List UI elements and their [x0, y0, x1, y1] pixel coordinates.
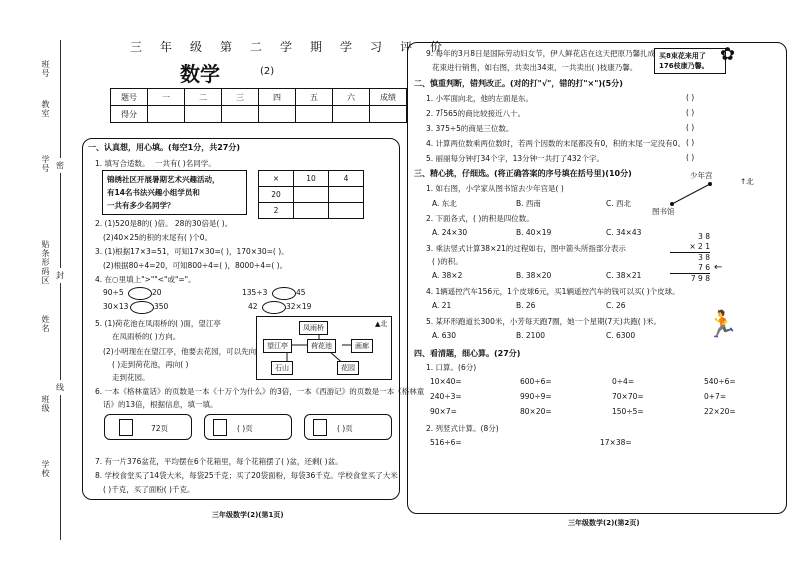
map-node-garden: 花园: [337, 361, 359, 375]
book-pages-2[interactable]: ( )页: [237, 424, 253, 433]
flower-bouquet-icon: ✿: [720, 44, 736, 65]
score-input[interactable]: [296, 106, 333, 123]
oral-item[interactable]: 240÷3=: [430, 392, 462, 401]
score-cell: 二: [185, 89, 222, 106]
oral-item[interactable]: 10×40=: [430, 377, 462, 386]
q4: 4. 在○里填上">""<"或"="。: [95, 275, 196, 284]
map-node-gallery: 画廊: [351, 339, 373, 353]
score-input[interactable]: [222, 106, 259, 123]
oral-item[interactable]: 540÷6=: [704, 377, 736, 386]
q6a: 6. 一本《格林童话》的页数是一本《十万个为什么》的3倍，一本《西游记》的页数是一本《格林童: [95, 387, 425, 396]
choice-1-b[interactable]: B. 西南: [516, 199, 541, 208]
map-node-wangjiang-pavilion: 望江亭: [263, 339, 292, 353]
score-cell: 四: [259, 89, 296, 106]
q5c: (2)小明现在在望江亭，他要去花园，可以先向: [103, 347, 257, 356]
compare-circle[interactable]: [262, 301, 286, 314]
choice-5: 5. 某环形跑道长300米，小芳每天跑7圈，她一个星期(7天)共跑( )米。: [426, 317, 661, 326]
q2b: (2)40×25的积的末尾有( )个0。: [103, 233, 213, 242]
choice-2-a[interactable]: A. 24×30: [432, 228, 468, 237]
north-label: 北: [380, 320, 388, 328]
tag-line: 买8束花来用了: [659, 52, 706, 60]
q1-count: 一共有( )名同学。: [155, 159, 216, 168]
score-cell: 题号: [111, 89, 148, 106]
book-card-1: [104, 414, 192, 440]
map-youth-palace: 少年宫: [690, 171, 713, 180]
compare-left-2: 135÷3: [242, 288, 268, 297]
score-input[interactable]: [259, 106, 296, 123]
q8a: 8. 学校食堂买了14袋大米，每袋25千克；买了20袋面粉，每袋36千克。学校食堂买了大米: [95, 471, 398, 480]
choice-3-c[interactable]: C. 38×21: [606, 271, 642, 280]
book-pages-3[interactable]: ( )页: [337, 424, 353, 433]
choice-2-b[interactable]: B. 40×19: [516, 228, 552, 237]
score-cell: 一: [148, 89, 185, 106]
choice-5-a[interactable]: A. 630: [432, 331, 457, 340]
calc-line: 7 9 8: [690, 274, 710, 283]
grid-answer[interactable]: [294, 203, 329, 219]
section-3-title: 三、精心挑，仔细选。(将正确答案的序号填在括号里)(10分): [414, 169, 632, 178]
book-icon: [119, 419, 133, 436]
choice-3a: 3. 乘法竖式计算38×21的过程如右，图中箭头所指部分表示: [426, 244, 626, 253]
note-line: 一共有多少名同学？: [107, 201, 175, 210]
score-cell: 五: [296, 89, 333, 106]
oral-item[interactable]: 600÷6=: [520, 377, 552, 386]
section-2-title: 二、慎重判断，错判改正。(对的打"√"，错的打"×")(5分): [414, 79, 623, 88]
binding-label-room: 教室: [41, 100, 50, 118]
score-input[interactable]: [148, 106, 185, 123]
calc-line: × 2 1: [670, 242, 710, 253]
grid-cell: 20: [259, 187, 294, 203]
q5b: 在凤雨桥的( )方向。: [112, 332, 181, 341]
section-4-title: 四、看清题，细心算。(27分): [414, 349, 521, 358]
calc-line: 7 6: [670, 263, 710, 274]
compare-right-4: 32×19: [286, 302, 312, 311]
cut-mark-1: 密: [56, 158, 64, 173]
subject-title: 数学: [180, 62, 220, 86]
book-pages-1: 72页: [151, 424, 169, 433]
q5d: ( )走到荷花池，再向( ): [112, 360, 189, 369]
page-footer-2: 三年级数学(2)(第2页): [568, 519, 640, 527]
q5a: 5. (1)荷花池在凤雨桥的( )面，望江亭: [95, 319, 221, 328]
north-arrow-icon: ▲北: [375, 320, 388, 328]
binding-label-class-no: 班号: [41, 60, 50, 78]
q3a: 3. (1)根据17×3=51，可知17×30=( )，170×30=( )。: [95, 247, 289, 256]
map-library: 图书馆: [652, 207, 675, 216]
score-cell: 六: [333, 89, 370, 106]
choice-4-a[interactable]: A. 21: [432, 301, 452, 310]
compare-left-3: 30×13: [103, 302, 129, 311]
judge-3: 3. 375÷5的商是三位数。: [426, 124, 514, 133]
book-card-2: [204, 414, 292, 440]
grid-answer[interactable]: [329, 187, 364, 203]
section-1-title: 一、认真想，用心填。(每空1分，共27分): [88, 143, 241, 152]
compare-left-1: 90÷5: [103, 288, 124, 297]
compare-right-1: 20: [152, 288, 162, 297]
grid-answer[interactable]: [329, 203, 364, 219]
choice-2-c[interactable]: C. 34×43: [606, 228, 642, 237]
grid-cell: 10: [294, 171, 329, 187]
cut-mark-3: 线: [56, 380, 64, 395]
activity-note: [102, 170, 247, 215]
score-table: [110, 88, 407, 123]
compare-circle[interactable]: [128, 287, 152, 300]
judge-answer-5[interactable]: ( ): [686, 153, 695, 162]
map-node-lotus-pond: 荷花池: [307, 339, 336, 353]
q5e: 走到花园。: [112, 373, 150, 382]
vertical-calc-title: 2. 列竖式计算。(8分): [426, 424, 499, 433]
map-node-fengyu-bridge: 凤雨桥: [299, 321, 328, 335]
q7: 7. 有一片376盆花，平均摆在6个花箱里，每个花箱摆了( )盆，还剩( )盆。: [95, 457, 343, 466]
oral-item[interactable]: 70×70=: [612, 392, 644, 401]
q3b: (2)根据80÷4=20，可知800÷4=( )，8000÷4=( )。: [103, 261, 288, 270]
choice-5-c[interactable]: C. 6300: [606, 331, 636, 340]
book-card-3: [304, 414, 392, 440]
compare-circle[interactable]: [272, 287, 296, 300]
judge-5: 5. 丽丽每分钟打34个字，13分钟一共打了432个字。: [426, 154, 604, 163]
arrow-left-icon: ←: [714, 262, 723, 273]
q2a: 2. (1)520是8的( )倍。 28的30倍是( )。: [95, 219, 233, 228]
judge-answer-3[interactable]: ( ): [686, 123, 695, 132]
compare-left-4: 42: [248, 302, 258, 311]
compare-right-3: 350: [154, 302, 169, 311]
book-icon: [213, 419, 227, 436]
oral-title: 1. 口算。(6分): [426, 363, 477, 372]
oral-item[interactable]: 0+7=: [704, 392, 727, 401]
choice-1-a[interactable]: A. 东北: [432, 199, 457, 208]
score-input[interactable]: [333, 106, 370, 123]
q1-label: 1. 填写合适数。: [95, 159, 150, 168]
calc-line: 3 8: [698, 253, 710, 262]
vertical-multiplication: [670, 232, 710, 284]
grid-cell: 4: [329, 171, 364, 187]
compare-circle[interactable]: [130, 301, 154, 314]
judge-2: 2. 7⟌565的商比较接近八十。: [426, 109, 526, 118]
judge-answer-1[interactable]: ( ): [686, 93, 695, 102]
q9a: 9. 每年的3月8日是国际劳动妇女节，伊人鲜花店在这天把原乃馨扎成: [426, 49, 656, 58]
flower-tag: [654, 48, 726, 74]
q8b: ( )千克，买了面粉( )千克。: [103, 485, 195, 494]
choice-4-c[interactable]: C. 26: [606, 301, 626, 310]
note-line: 锦绣社区开展暑期艺术兴趣活动，: [107, 175, 220, 184]
oral-item[interactable]: 22×20=: [704, 407, 736, 416]
exam-title: 三年级第二学期学习评价: [130, 40, 461, 54]
tag-line: 176枝康乃馨。: [659, 62, 709, 70]
choice-3-b[interactable]: B. 38×20: [516, 271, 552, 280]
choice-5-b[interactable]: B. 2100: [516, 331, 546, 340]
score-cell: 得分: [111, 106, 148, 123]
map-node-rockery: 石山: [271, 361, 293, 375]
book-icon: [313, 419, 327, 436]
binding-label-barcode: 贴条形码区: [41, 240, 50, 285]
binding-line: [60, 40, 61, 540]
compare-right-2: 45: [296, 288, 306, 297]
vertical-calc-1[interactable]: 516÷6=: [430, 438, 462, 447]
oral-item[interactable]: 150÷5=: [612, 407, 644, 416]
binding-label-school: 学校: [41, 460, 50, 478]
score-cell: 三: [222, 89, 259, 106]
multiplication-grid: [258, 170, 364, 219]
park-map: [256, 316, 392, 380]
north-arrow-icon: ↑北: [740, 177, 754, 186]
grid-cell: 2: [259, 203, 294, 219]
score-input[interactable]: [185, 106, 222, 123]
choice-4: 4. 1辆遥控汽车156元，1个皮球6元，买1辆遥控汽车的钱可以买( )个皮球。: [426, 287, 680, 296]
vertical-calc-2[interactable]: 17×38=: [600, 438, 632, 447]
judge-4: 4. 计算两位数乘两位数时，若两个因数的末尾都没有0，积的末尾一定没有0。: [426, 139, 686, 148]
choice-4-b[interactable]: B. 26: [516, 301, 536, 310]
choice-1-c[interactable]: C. 西北: [606, 199, 632, 208]
oral-item[interactable]: 80×20=: [520, 407, 552, 416]
subject-number: (2): [260, 66, 275, 77]
judge-answer-2[interactable]: ( ): [686, 108, 695, 117]
binding-label-grade: 班级: [41, 395, 50, 413]
binding-label-name: 姓名: [41, 315, 50, 333]
cut-mark-2: 封: [56, 268, 64, 283]
oral-item[interactable]: 990÷9=: [520, 392, 552, 401]
q9b: 花束进行销售，如右图，共卖出34束，一共卖出( )枝康乃馨。: [432, 63, 638, 72]
oral-item[interactable]: 90×7=: [430, 407, 457, 416]
choice-3-a[interactable]: A. 38×2: [432, 271, 463, 280]
choice-3b: ( )的积。: [432, 257, 463, 266]
q6b: 话》的13倍，根据信息，填一填。: [103, 400, 218, 409]
score-input[interactable]: [370, 106, 407, 123]
calc-line: 3 8: [698, 232, 710, 241]
note-line: 有14名书法兴趣小组学员和: [107, 188, 200, 197]
judge-answer-4[interactable]: ( ): [686, 138, 695, 147]
grid-cell: ×: [259, 171, 294, 187]
runner-figure-icon: 🏃: [706, 310, 739, 340]
choice-1: 1. 如右图，小学家从图书馆去少年宫是( ): [426, 184, 564, 193]
north-label: 北: [746, 177, 754, 186]
binding-label-student-no: 学号: [41, 155, 50, 173]
grid-answer[interactable]: [294, 187, 329, 203]
page-footer-1: 三年级数学(2)(第1页): [212, 511, 284, 519]
oral-item[interactable]: 0÷4=: [612, 377, 635, 386]
judge-1: 1. 小军面向北，他的左面是东。: [426, 94, 534, 103]
score-cell: 成绩: [370, 89, 407, 106]
choice-2: 2. 下面各式，( )的积是四位数。: [426, 214, 534, 223]
